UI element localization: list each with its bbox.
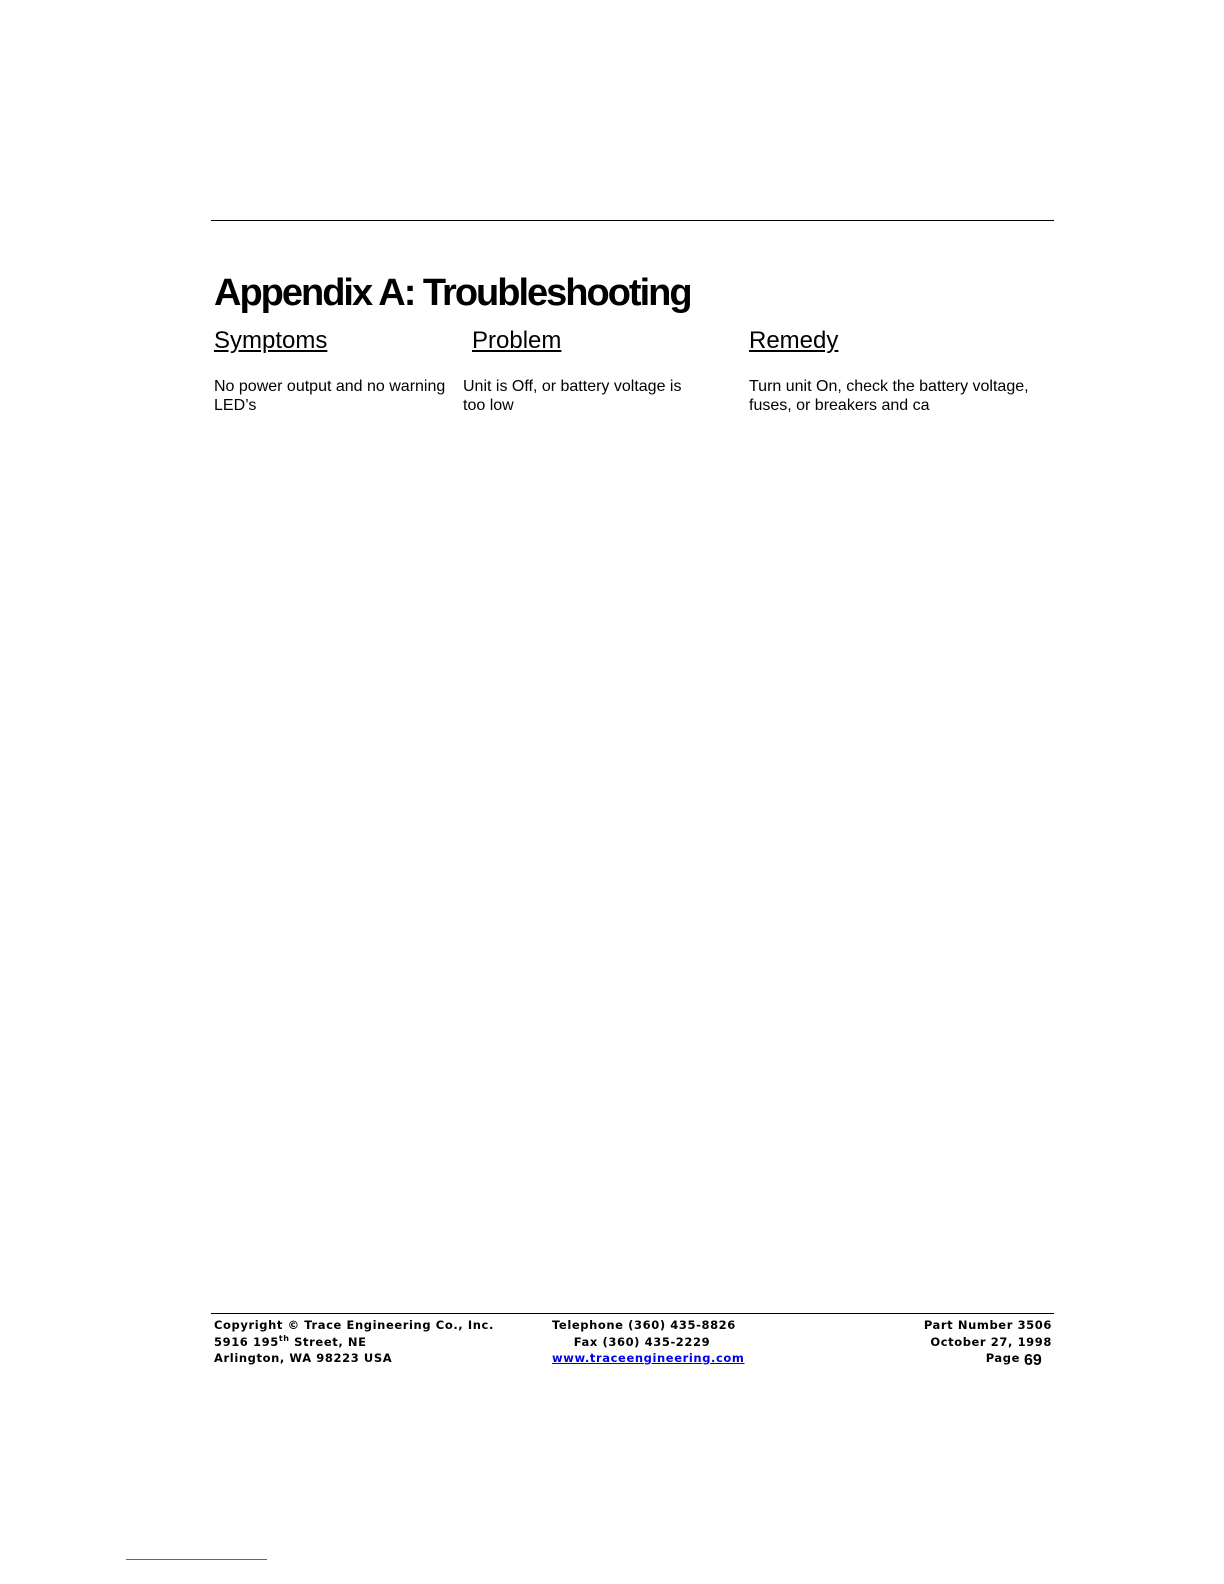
- footer-street-suffix: th: [278, 1333, 290, 1343]
- header-rule: [211, 220, 1054, 221]
- footer-contact: [552, 1317, 745, 1367]
- footer-part-number: Part Number 3506: [923, 1318, 1052, 1332]
- footer-website-link[interactable]: www.traceengineering.com: [552, 1351, 745, 1365]
- row-1-symptom: No power output and no warning LED’s: [214, 378, 446, 414]
- footer-city: Arlington, WA 98223 USA: [214, 1351, 393, 1365]
- footer-copyright: Copyright © Trace Engineering Co., Inc.: [214, 1318, 494, 1332]
- row-1-remedy: Turn unit On, check the battery voltage, fuses, or breakers and ca: [749, 378, 1029, 414]
- bottom-link-underline: [126, 1559, 267, 1560]
- column-header-problem: Problem: [472, 327, 562, 354]
- column-header-symptoms: Symptoms: [214, 327, 328, 354]
- footer-rule: [211, 1313, 1054, 1314]
- footer-telephone: Telephone (360) 435-8826: [552, 1318, 736, 1332]
- footer-date: October 27, 1998: [930, 1334, 1052, 1349]
- footer-street: [214, 1334, 494, 1351]
- footer-street-name: Street, NE: [289, 1334, 367, 1349]
- footer-street-number: 5916 195: [214, 1334, 279, 1349]
- footer-fax: Fax (360) 435-2229: [573, 1334, 711, 1349]
- page-title: Appendix A: Troubleshooting: [214, 272, 691, 314]
- footer-document-info: [924, 1317, 1052, 1367]
- column-header-remedy: Remedy: [749, 327, 839, 354]
- footer-page: [924, 1350, 1052, 1367]
- footer-page-label: Page: [985, 1351, 1020, 1365]
- row-1-problem: Unit is Off, or battery voltage is too low: [463, 378, 682, 414]
- footer-address: [214, 1317, 494, 1367]
- footer-page-number: 69: [1024, 1352, 1042, 1369]
